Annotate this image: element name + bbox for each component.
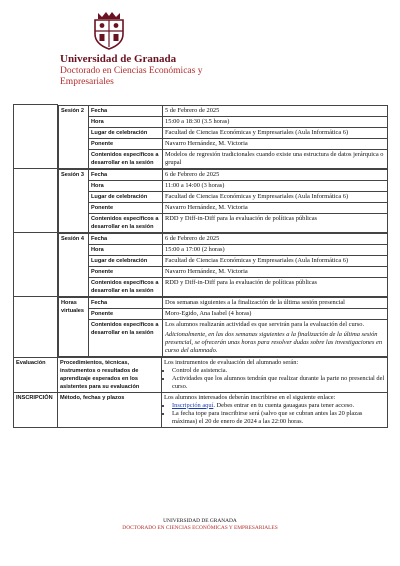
table-row: Horas virtuales Fecha Dos semanas siguientes a la finalización de la última sesión presencial Ponente Moro-Egido, Ana Isabel (4 horas) Contenidos específicos a desarrollar en la sesión Los alumnos realizarán actividad es que servirán para la evaluación del curso. Adicionalmente, en las dos semanas siguientes a la finalización de la última sesión presencial, se ofrecerán unas horas para resolver dudas sobre las investigaciones en curso del alumnado. bbox=[14, 297, 388, 358]
page-header bbox=[0, 8, 400, 88]
table-row: Sesión 4 Fecha 6 de Febrero de 2025 Hora 15:00 a 17:00 (2 horas) Lugar de celebración Facultad de Ciencias Económicas y Empresariales (Aula Informática 6) Ponente Navarro Hernández, M. Victoria Contenidos específicos a desarrollar en la sesión RDD y Diff-in-Diff para la evaluación de políticas públicas bbox=[14, 233, 388, 297]
empty-cell bbox=[14, 169, 58, 233]
virtual-hours-label: Horas virtuales bbox=[59, 297, 89, 356]
table-row: Evaluación Procedimientos, técnicas, instrumentos o resultados de aprendizaje esperados en los asistentes para su evaluación Los instrumentos de evaluación del alumnado serán: • Control de asistencia. • Actividades que los alumnos tendrán que realizar durante la parte no presencial del curso. bbox=[14, 357, 388, 392]
footer-university: UNIVERSIDAD DE GRANADA bbox=[163, 518, 237, 524]
course-details-table bbox=[13, 104, 388, 428]
university-crest-icon bbox=[92, 10, 126, 50]
footer-program: DOCTORADO EN CIENCIAS ECONÓMICAS Y EMPRESARIALES bbox=[122, 525, 278, 531]
list-item: • Inscripción aquí. Debes entrar en tu cuenta gauagaus para tener acceso. bbox=[172, 402, 385, 410]
university-name: Universidad de Granada bbox=[60, 53, 177, 65]
list-item: • Control de asistencia. bbox=[172, 367, 385, 375]
empty-cell bbox=[14, 233, 58, 297]
registration-title: INSCRIPCIÓN bbox=[14, 392, 58, 427]
session-label: Sesión 4 bbox=[59, 233, 89, 296]
program-name: Doctorado en Ciencias Económicas y Empresariales bbox=[60, 66, 203, 87]
table-row: Sesión 2 Fecha 5 de Febrero de 2025 Hora 15:00 a 18:30 (3.5 horas) Lugar de celebración Facultad de Ciencias Económicas y Empresariales (Aula Informática 6) Ponente Navarro Hernández, M. Victoria Contenidos específicos a desarrollar en la sesión Modelos de regresión tradicionales cuando existe una estructura de datos jerárquica o grupal bbox=[14, 105, 388, 169]
registration-link[interactable]: Inscripción aquí bbox=[172, 401, 214, 409]
registration-list bbox=[164, 402, 385, 426]
table-row: Sesión 3 Fecha 6 de Febrero de 2025 Hora 11:00 a 14:00 (3 horas) Lugar de celebración Facultad de Ciencias Económicas y Empresariales (Aula Informática 6) Ponente Navarro Hernández, M. Victoria Contenidos específicos a desarrollar en la sesión RDD y Diff-in-Diff para la evaluación de políticas públicas bbox=[14, 169, 388, 233]
list-item: • Actividades que los alumnos tendrán que realizar durante la parte no presencial del curso. bbox=[172, 375, 385, 391]
empty-cell bbox=[14, 297, 58, 358]
evaluation-list bbox=[164, 367, 385, 391]
page-footer bbox=[0, 518, 400, 532]
table-row: INSCRIPCIÓN Método, fechas y plazos Los alumnos interesados deberán inscribirse en el siguiente enlace: • Inscripción aquí. Debes entrar en tu cuenta gauagaus para tener acceso. • La fecha tope para inscribirse será (salvo que se cubran antes las 20 plazas máximas) el 20 de enero de 2024 a las 22:00 horas. bbox=[14, 392, 388, 427]
session-label: Sesión 3 bbox=[59, 169, 89, 232]
evaluation-label: Procedimientos, técnicas, instrumentos o resultados de aprendizaje esperados en los asistentes para su evaluación bbox=[58, 357, 162, 392]
session-label: Sesión 2 bbox=[59, 105, 89, 168]
list-item: • La fecha tope para inscribirse será (salvo que se cubran antes las 20 plazas máximas) el 20 de enero de 2024 a las 22:00 horas. bbox=[172, 410, 385, 426]
registration-label: Método, fechas y plazos bbox=[58, 392, 162, 427]
evaluation-title: Evaluación bbox=[14, 357, 58, 392]
empty-cell bbox=[14, 105, 58, 169]
